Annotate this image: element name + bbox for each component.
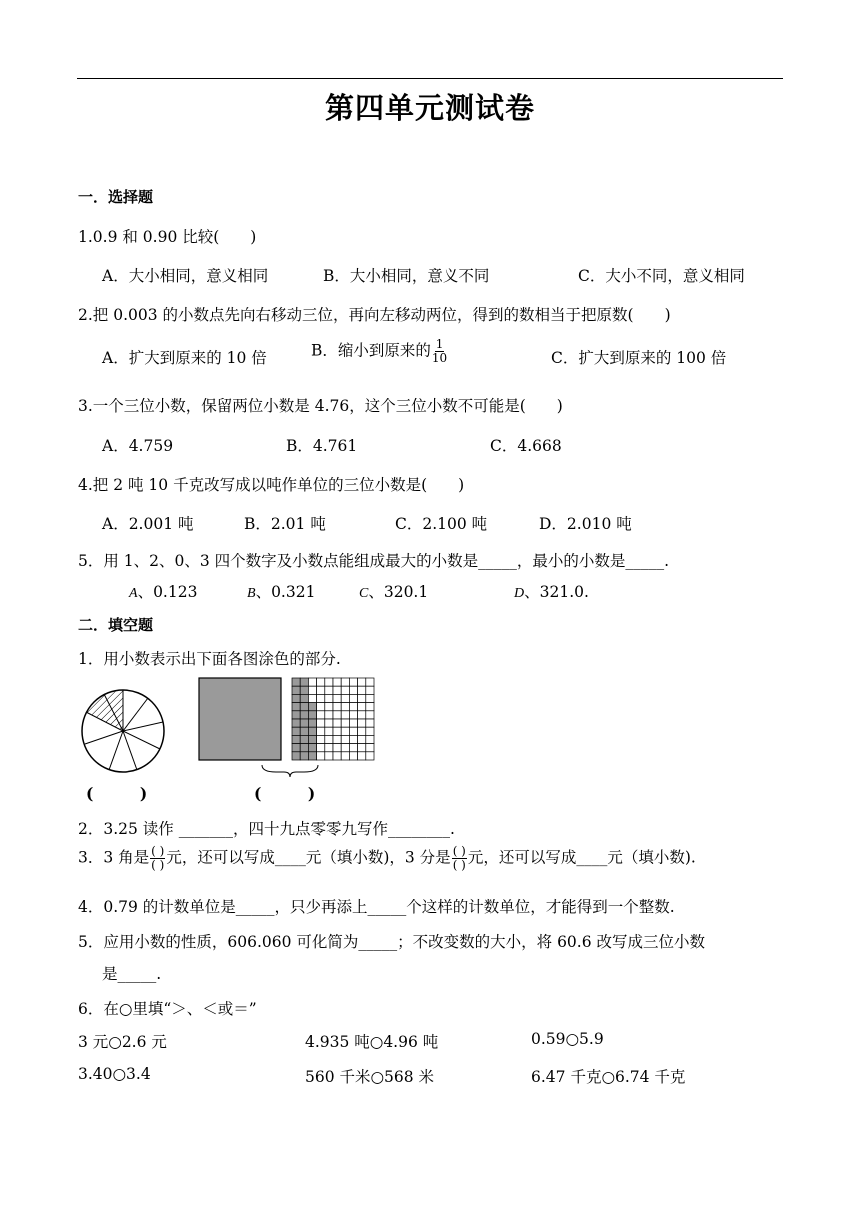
q5-value-b: 、0.321 <box>255 583 316 601</box>
grid-cell <box>300 694 308 702</box>
grid-cell <box>317 727 325 735</box>
fill-6: 6．在○里填“＞、＜或＝” <box>78 1000 257 1018</box>
q3-option-c: C．4.668 <box>490 437 562 455</box>
grid-figure <box>198 677 378 779</box>
grid-cell <box>349 719 357 727</box>
grid-cell <box>349 752 357 760</box>
q5-letter-c: C <box>359 586 369 601</box>
grid-cell <box>308 752 316 760</box>
q5-option-d <box>514 580 589 602</box>
fill-4: 4．0.79 的计数单位是_____，只少再添上_____个这样的计数单位，才能得到一个整数. <box>78 898 675 916</box>
grid-cell <box>333 686 341 694</box>
grid-cell <box>349 686 357 694</box>
grid-cell <box>325 678 333 686</box>
q2-option-b <box>311 338 448 365</box>
grid-cell <box>341 744 349 752</box>
grid-cell <box>341 727 349 735</box>
shaded-sector <box>86 690 123 731</box>
hundred-grid <box>292 678 374 760</box>
question-5: 5．用 1、2、0、3 四个数字及小数点能组成最大的小数是_____，最小的小数是_____. <box>78 552 670 570</box>
fraction-blank-num: ( ) <box>452 844 466 858</box>
fill-2: 2．3.25 读作 _______，四十九点零零九写作________. <box>78 820 455 838</box>
q5-option-a <box>129 580 197 602</box>
fill-3-part-2: 元，还可以写成____元（填小数)，3 分是 <box>166 848 451 867</box>
grid-cell <box>358 686 366 694</box>
q4-option-c: C．2.100 吨 <box>395 515 488 533</box>
grid-cell <box>325 735 333 743</box>
grid-cell <box>308 744 316 752</box>
compare-2-3: 6.47 千克○6.74 千克 <box>531 1068 686 1086</box>
q3-option-b: B．4.761 <box>286 437 358 455</box>
question-4: 4.把 2 吨 10 千克改写成以吨作单位的三位小数是( ) <box>78 476 465 494</box>
grid-cell <box>366 686 374 694</box>
section-choice-heading: 一．选择题 <box>78 188 154 206</box>
fraction-blank-num: ( ) <box>151 844 165 858</box>
q5-option-c <box>359 580 428 602</box>
grid-cell <box>333 703 341 711</box>
grid-cell <box>333 694 341 702</box>
full-shaded-square <box>199 678 281 760</box>
grid-cell <box>366 703 374 711</box>
fraction-denominator: 10 <box>431 351 448 365</box>
grid-cell <box>333 711 341 719</box>
top-rule <box>77 78 783 79</box>
compare-1-1: 3 元○2.6 元 <box>78 1033 167 1051</box>
q4-option-b: B．2.01 吨 <box>244 515 326 533</box>
fraction-one-tenth <box>432 338 447 365</box>
grid-cell <box>308 686 316 694</box>
grid-cell <box>308 678 316 686</box>
grid-cell <box>358 694 366 702</box>
grid-cell <box>366 727 374 735</box>
grid-cell <box>333 735 341 743</box>
grid-cell <box>349 727 357 735</box>
page-title: 第四单元测试卷 <box>324 91 535 125</box>
grid-cell <box>300 686 308 694</box>
grid-cell <box>292 703 300 711</box>
grid-cell <box>333 727 341 735</box>
grid-cell <box>349 703 357 711</box>
grid-cell <box>366 719 374 727</box>
circle-answer-blank: ( ) <box>86 784 148 803</box>
grid-cell <box>358 703 366 711</box>
grid-cell <box>349 678 357 686</box>
fraction-blank-den: ( ) <box>452 858 466 872</box>
grid-cell <box>341 735 349 743</box>
fraction-blank-1 <box>150 845 165 872</box>
q2-option-a: A．扩大到原来的 10 倍 <box>102 349 267 367</box>
question-1: 1.0.9 和 0.90 比较( ) <box>78 228 257 246</box>
grid-cell <box>317 686 325 694</box>
grid-cell <box>292 694 300 702</box>
q4-option-d: D．2.010 吨 <box>539 515 632 533</box>
fill-3-part-3: 元，还可以写成____元（填小数). <box>467 848 696 867</box>
grid-cell <box>300 711 308 719</box>
q5-option-b <box>247 580 315 602</box>
grid-cell <box>325 703 333 711</box>
fill-1: 1．用小数表示出下面各图涂色的部分. <box>78 650 341 668</box>
q3-option-a: A．4.759 <box>102 437 174 455</box>
grid-cell <box>325 744 333 752</box>
grid-cell <box>308 694 316 702</box>
q1-option-b: B．大小相同，意义不同 <box>323 267 490 285</box>
grid-cell <box>325 727 333 735</box>
grid-cell <box>341 694 349 702</box>
q5-value-d: 、321.0. <box>524 583 589 601</box>
grid-cell <box>325 694 333 702</box>
brace <box>262 765 318 777</box>
grid-cell <box>300 678 308 686</box>
fraction-blank-2 <box>452 845 467 872</box>
circle-figure <box>78 686 168 776</box>
compare-2-2: 560 千米○568 米 <box>305 1068 435 1086</box>
grid-cell <box>317 678 325 686</box>
grid-cell <box>333 744 341 752</box>
grid-cell <box>366 735 374 743</box>
grid-cell <box>358 727 366 735</box>
grid-cell <box>325 711 333 719</box>
grid-cell <box>300 744 308 752</box>
grid-cell <box>317 752 325 760</box>
grid-cell <box>341 719 349 727</box>
grid-cell <box>317 735 325 743</box>
grid-cell <box>292 744 300 752</box>
grid-cell <box>341 703 349 711</box>
grid-cell <box>300 703 308 711</box>
grid-cell <box>308 719 316 727</box>
fill-3-part-1: 3．3 角是 <box>78 848 150 867</box>
question-2: 2.把 0.003 的小数点先向右移动三位，再向左移动两位，得到的数相当于把原数( ) <box>78 306 671 324</box>
compare-2-1: 3.40○3.4 <box>78 1065 151 1083</box>
grid-cell <box>308 703 316 711</box>
grid-cell <box>300 752 308 760</box>
fill-5-line-2: 是_____. <box>102 965 162 983</box>
grid-cell <box>358 719 366 727</box>
q1-option-a: A．大小相同，意义相同 <box>102 267 269 285</box>
grid-cell <box>341 686 349 694</box>
q2-option-b-text: B．缩小到原来的 <box>311 341 431 360</box>
grid-cell <box>317 694 325 702</box>
grid-cell <box>308 735 316 743</box>
grid-cell <box>349 735 357 743</box>
q5-value-c: 、320.1 <box>368 583 429 601</box>
grid-cell <box>349 744 357 752</box>
compare-1-2: 4.935 吨○4.96 吨 <box>305 1033 439 1051</box>
grid-cell <box>317 719 325 727</box>
grid-cell <box>358 744 366 752</box>
q2-option-c: C．扩大到原来的 100 倍 <box>551 349 727 367</box>
q5-letter-b: B <box>247 586 256 601</box>
grid-cell <box>325 752 333 760</box>
question-3: 3.一个三位小数，保留两位小数是 4.76，这个三位小数不可能是( ) <box>78 397 563 415</box>
grid-cell <box>317 711 325 719</box>
grid-cell <box>349 694 357 702</box>
grid-cell <box>292 711 300 719</box>
grid-cell <box>300 719 308 727</box>
grid-cell <box>308 711 316 719</box>
grid-cell <box>358 678 366 686</box>
section-fill-heading: 二．填空题 <box>78 616 154 634</box>
grid-cell <box>366 678 374 686</box>
grid-cell <box>308 727 316 735</box>
grid-cell <box>292 735 300 743</box>
grid-cell <box>358 711 366 719</box>
grid-cell <box>292 678 300 686</box>
q5-letter-a: A <box>129 586 138 601</box>
grid-cell <box>358 735 366 743</box>
grid-cell <box>366 744 374 752</box>
grid-cell <box>349 711 357 719</box>
grid-cell <box>292 719 300 727</box>
grid-cell <box>292 727 300 735</box>
q1-option-c: C．大小不同，意义相同 <box>578 267 745 285</box>
grid-cell <box>358 752 366 760</box>
fill-5-line-1: 5．应用小数的性质，606.060 可化简为_____；不改变数的大小，将 60.6 改写成三位小数 <box>78 933 706 951</box>
grid-cell <box>333 752 341 760</box>
grid-cell <box>300 727 308 735</box>
grid-cell <box>325 719 333 727</box>
grid-cell <box>341 711 349 719</box>
grid-cell <box>366 752 374 760</box>
q5-value-a: 、0.123 <box>137 583 198 601</box>
fraction-numerator: 1 <box>435 337 444 351</box>
grid-cell <box>341 678 349 686</box>
grid-cell <box>333 678 341 686</box>
grid-answer-blank: ( ) <box>254 784 316 803</box>
grid-cell <box>317 744 325 752</box>
fill-3 <box>78 845 696 872</box>
grid-cell <box>366 694 374 702</box>
grid-cell <box>333 719 341 727</box>
fraction-blank-den: ( ) <box>151 858 165 872</box>
grid-cell <box>325 686 333 694</box>
grid-cell <box>366 711 374 719</box>
q4-option-a: A．2.001 吨 <box>102 515 194 533</box>
grid-cell <box>317 703 325 711</box>
grid-cell <box>341 752 349 760</box>
q5-letter-d: D <box>514 586 525 601</box>
compare-1-3: 0.59○5.9 <box>531 1030 604 1048</box>
grid-cell <box>300 735 308 743</box>
grid-cell <box>292 686 300 694</box>
grid-cell <box>292 752 300 760</box>
